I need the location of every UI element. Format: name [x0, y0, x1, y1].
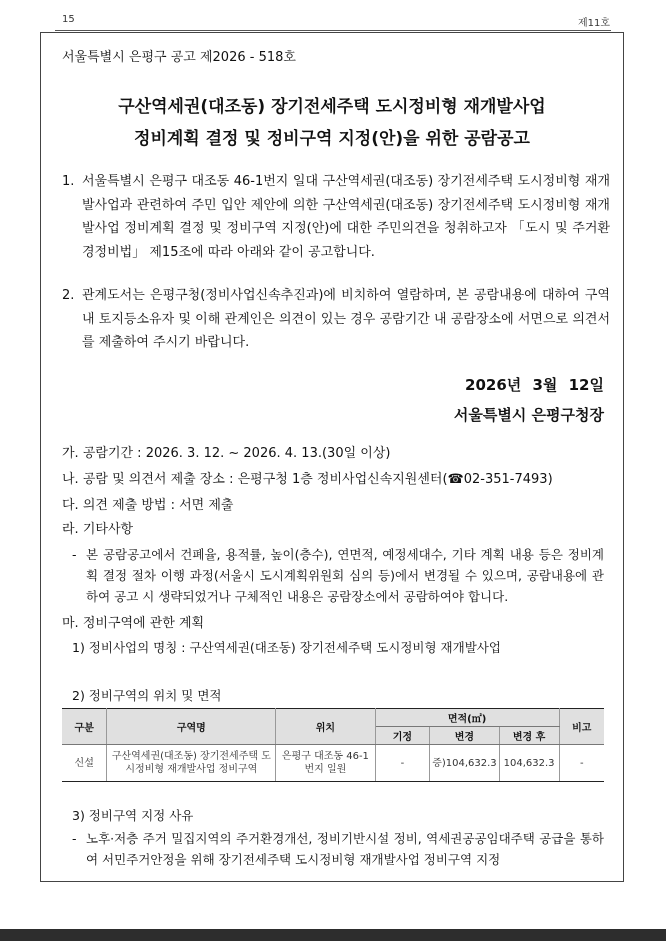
- dash-bullet: -: [72, 831, 77, 846]
- area-table: [62, 708, 604, 782]
- cell-after: 104,632.3: [499, 745, 559, 782]
- page-number: 15: [62, 14, 75, 25]
- paragraph-number: 1.: [62, 174, 75, 189]
- th-after: 변경 후: [499, 727, 559, 745]
- cell-existing: -: [375, 745, 430, 782]
- title-line-2: 정비계획 결정 및 정비구역 지정(안)을 위한 공람공고: [134, 129, 530, 149]
- cell-remarks: -: [559, 745, 604, 782]
- cell-change: 증)104,632.3: [430, 745, 499, 782]
- plan-project-name: 1) 정비사업의 명칭 : 구산역세권(대조동) 장기전세주택 도시정비형 재개발사업: [72, 640, 501, 655]
- item-ra-other: 라. 기타사항: [62, 522, 134, 537]
- plan-location-heading: 2) 정비구역의 위치 및 면적: [72, 688, 222, 703]
- th-existing: 기정: [375, 727, 430, 745]
- item-ra-note: [72, 544, 604, 607]
- paragraph-number: 2.: [62, 288, 75, 303]
- item-ga-period: 가. 공람기간 : 2026. 3. 12. ~ 2026. 4. 13.(30일 이상): [62, 446, 391, 461]
- viewer-bottom-bar: [0, 929, 666, 941]
- paragraph-text: 관계도서는 은평구청(정비사업신속추진과)에 비치하여 열람하며, 본 공람내용에 대하여 구역 내 토지등소유자 및 이해 관계인은 의견이 있는 경우 공람기간 내 공람장소에 서면으로 의견서를 제출하여 주시기 바랍니다.: [82, 288, 610, 350]
- th-remarks: 비고: [559, 709, 604, 745]
- notice-number: 서울특별시 은평구 공고 제2026 - 518호: [62, 50, 296, 65]
- plan-reason-heading: 3) 정비구역 지정 사유: [72, 808, 194, 823]
- title-line-1: 구산역세권(대조동) 장기전세주택 도시정비형 재개발사업: [118, 97, 546, 117]
- th-location: 위치: [276, 709, 375, 745]
- item-na-place: 나. 공람 및 의견서 제출 장소 : 은평구청 1층 정비사업신속지원센터(☎02-351-7493): [62, 472, 553, 487]
- paragraph-2: [62, 284, 610, 355]
- cell-location: 은평구 대조동 46-1번지 일원: [276, 745, 375, 782]
- th-name: 구역명: [107, 709, 276, 745]
- note-text: 노후·저층 주거 밀집지역의 주거환경개선, 정비기반시설 정비, 역세권공공임대주택 공급을 통하여 서민주거안정을 위해 장기전세주택 도시정비형 재개발사업 정비구역 지정: [86, 831, 604, 867]
- header-rule: [55, 30, 611, 31]
- th-change: 변경: [430, 727, 499, 745]
- issue-number: 제11호: [577, 18, 610, 29]
- paragraph-1: [62, 170, 610, 264]
- dash-bullet: -: [72, 547, 77, 562]
- plan-reason-note: [72, 828, 604, 870]
- note-text: 본 공람공고에서 건폐율, 용적률, 높이(층수), 연면적, 예정세대수, 기타 계획 내용 등은 정비계획 결정 절차 이행 과정(서울시 도시계획위원회 심의 등)에서 변경될 수 있으며, 공람내용에 관하여 공고 시 생략되었거나 구체적인 내용은 공람장소에서 공람하여야 합니다.: [86, 547, 604, 604]
- item-ma-plan: 마. 정비구역에 관한 계획: [62, 616, 205, 631]
- paragraph-text: 서울특별시 은평구 대조동 46-1번지 일대 구산역세권(대조동) 장기전세주택 도시정비형 재개발사업과 관련하여 주민 입안 제안에 의한 구산역세권(대조동) 장기전세주택 도시정비형 재개발사업 정비계획 결정 및 정비구역 지정(안)에 대한 주민의견을 청취하고자 「도시 및 주거환경정비법」 제15조에 따라 아래와 같이 공고합니다.: [82, 174, 610, 260]
- issuer: 서울특별시 은평구청장: [453, 406, 604, 424]
- th-type: 구분: [62, 709, 107, 745]
- notice-date: 2026년 3월 12일: [465, 376, 604, 394]
- th-area: 면적(㎡): [375, 709, 559, 727]
- item-da-method: 다. 의견 제출 방법 : 서면 제출: [62, 498, 234, 513]
- cell-name: 구산역세권(대조동) 장기전세주택 도시정비형 재개발사업 정비구역: [107, 745, 276, 782]
- table-row: [62, 745, 604, 782]
- cell-type: 신설: [62, 745, 107, 782]
